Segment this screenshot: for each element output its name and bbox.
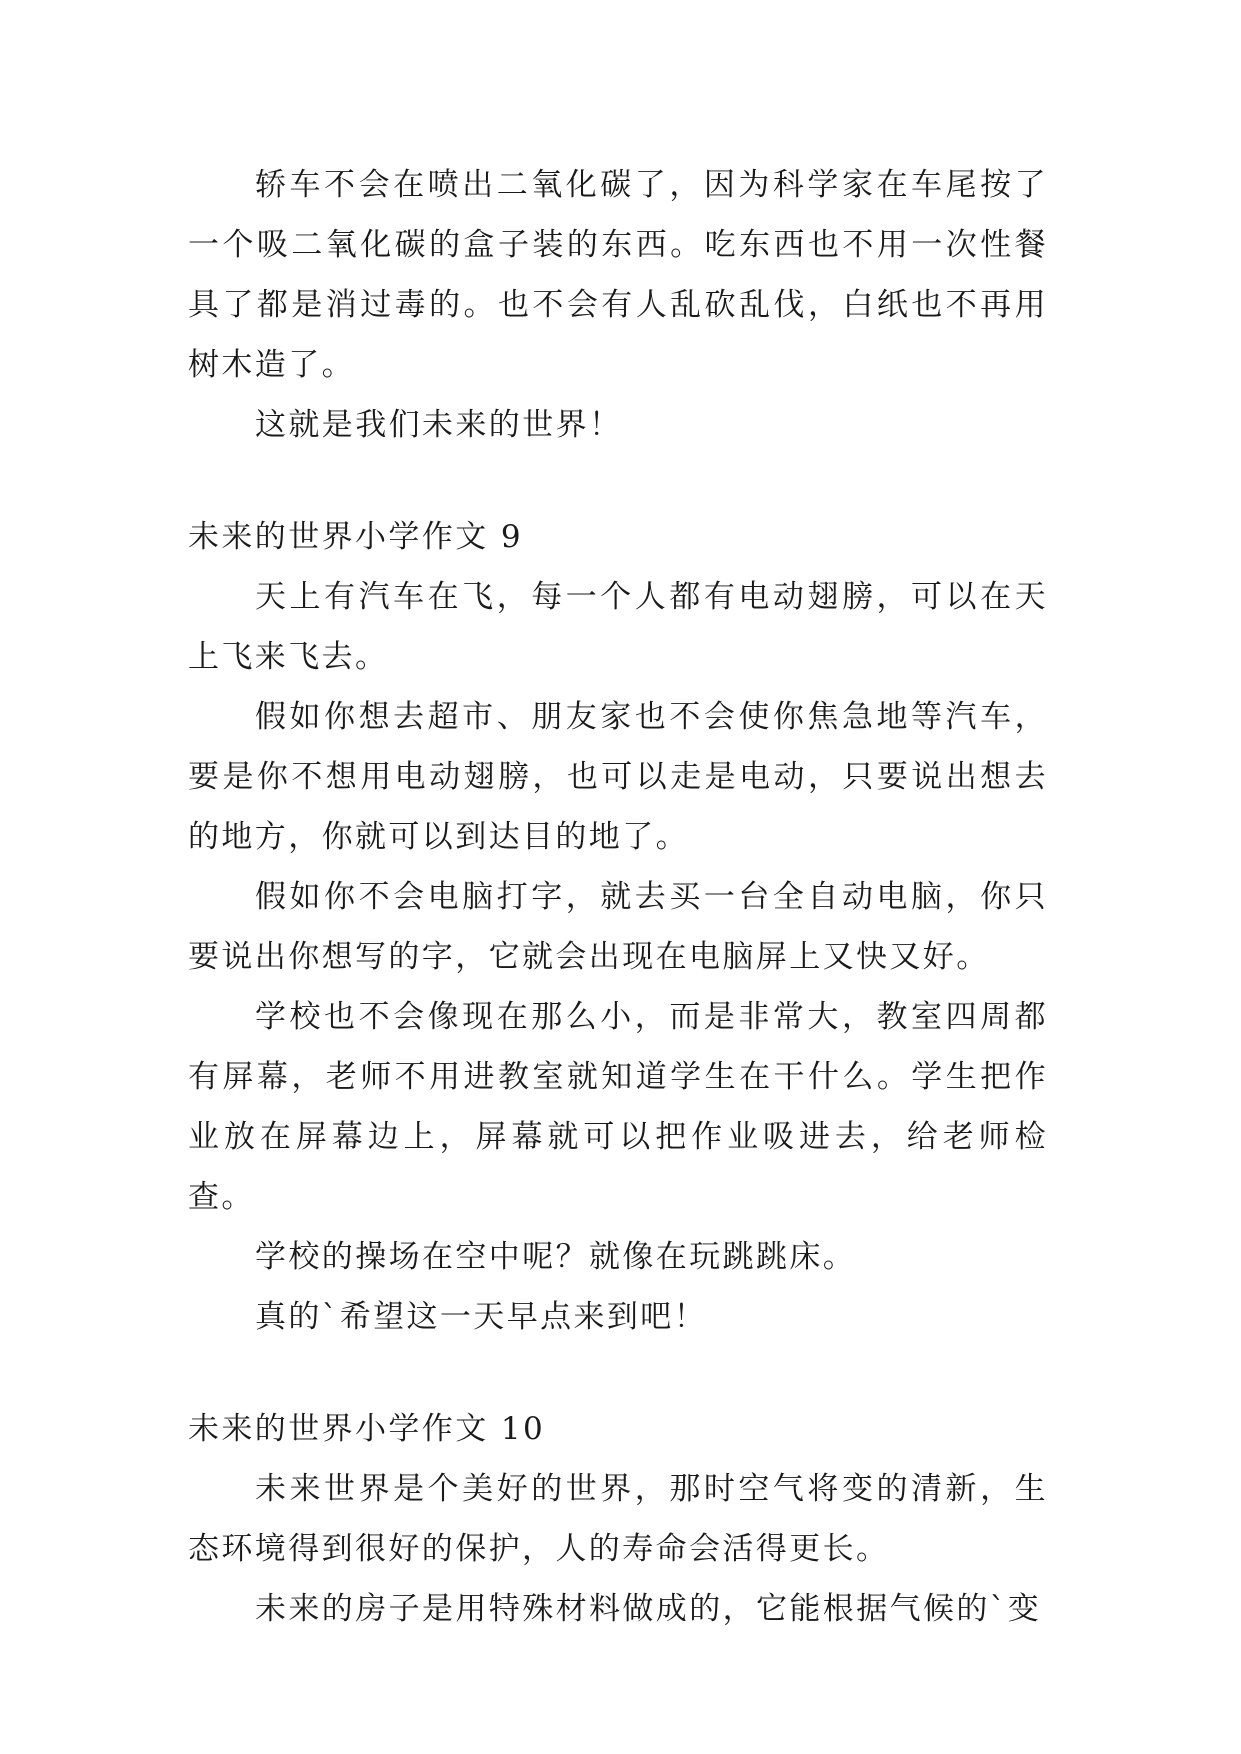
paragraph: 这就是我们未来的世界！ <box>255 407 623 443</box>
paragraph: 假如你想去超市、朋友家也不会使你焦急地等汽车，要是你不想用电动翅膀，也可以走是电动，只要说出想去的地方，你就可以到达目的地了。 <box>188 699 1048 855</box>
section-heading: 未来的世界小学作文 9 <box>188 519 523 555</box>
paragraph: 学校也不会像现在那么小，而是非常大，教室四周都有屏幕，老师不用进教室就知道学生在干什么。学生把作业放在屏幕边上，屏幕就可以把作业吸进去，给老师检查。 <box>188 999 1048 1215</box>
section-gap <box>188 455 1048 507</box>
paragraph: 轿车不会在喷出二氧化碳了，因为科学家在车尾按了一个吸二氧化碳的盒子装的东西。吃东西也不用一次性餐具了都是消过毒的。也不会有人乱砍乱伐，白纸也不再用树木造了。 <box>188 167 1048 383</box>
section-heading: 未来的世界小学作文 10 <box>188 1411 546 1447</box>
document-page <box>188 155 1048 1639</box>
paragraph: 真的`希望这一天早点来到吧！ <box>255 1299 708 1335</box>
paragraph: 未来的房子是用特殊材料做成的，它能根据气候的`变 <box>255 1591 1042 1627</box>
paragraph: 假如你不会电脑打字，就去买一台全自动电脑，你只要说出你想写的字，它就会出现在电脑屏上又快又好。 <box>188 879 1048 975</box>
paragraph: 天上有汽车在飞，每一个人都有电动翅膀，可以在天上飞来飞去。 <box>188 579 1048 675</box>
paragraph: 学校的操场在空中呢？就像在玩跳跳床。 <box>255 1239 857 1275</box>
section-gap <box>188 1347 1048 1399</box>
paragraph: 未来世界是个美好的世界，那时空气将变的清新，生态环境得到很好的保护，人的寿命会活得更长。 <box>188 1471 1048 1567</box>
